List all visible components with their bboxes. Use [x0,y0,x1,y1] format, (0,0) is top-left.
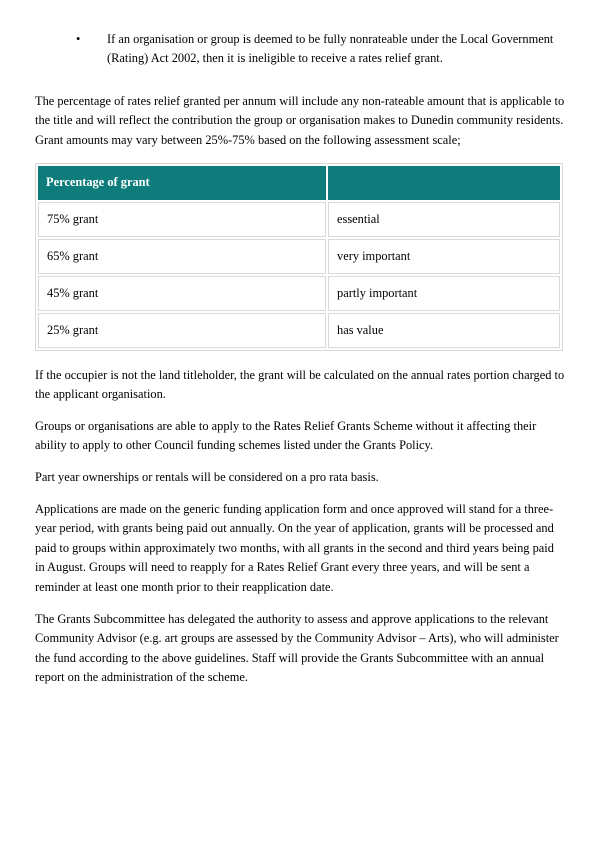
bullet-text: If an organisation or group is deemed to be fully nonrateable under the Local Government (Rating) Act 2002, then it is ineligible to receive a rates relief grant. [107,32,554,66]
grant-percent-cell: 75% grant [38,202,326,237]
grant-scale-table [35,163,563,351]
grant-percent-cell: 65% grant [38,239,326,274]
part-year-paragraph: Part year ownerships or rentals will be considered on a pro rata basis. [35,470,379,484]
header-blank [328,166,560,200]
occupier-paragraph: If the occupier is not the land titleholder, the grant will be calculated on the annual rates portion charged to the applicant organisation. [35,368,565,402]
bullet-item [76,30,556,69]
table-row [38,313,560,348]
bullet-marker: • [76,32,81,46]
grant-percent-cell: 45% grant [38,276,326,311]
grant-rating-cell: has value [328,313,560,348]
table-header-row [38,166,560,200]
table-row [38,202,560,237]
applications-paragraph: Applications are made on the generic funding application form and once approved will stand for a three-year period, with grants being paid out annually. On the year of application, grants will be processed and paid to groups within approximately two months, with all grants in the second and third years being paid in August. Groups will need to reapply for a Rates Relief Grant every three years, and will be sent a reminder at least one month prior to their reapplication date. [35,502,554,594]
grant-rating-cell: very important [328,239,560,274]
header-percentage: Percentage of grant [38,166,326,200]
table-row [38,239,560,274]
subcommittee-paragraph: The Grants Subcommittee has delegated the authority to assess and approve applications to the relevant Community Advisor (e.g. art groups are assessed by the Community Advisor – Arts), who will administer the fund according to the above guidelines. Staff will provide the Grants Subcommittee with an annual report on the administration of the scheme. [35,612,559,685]
intro-paragraph: The percentage of rates relief granted per annum will include any non-rateable amount that is applicable to the title and will reflect the contribution the group or organisation makes to Dunedin community residents. Grant amounts may vary between 25%-75% based on the following assessment scale; [35,94,565,147]
grant-rating-cell: partly important [328,276,560,311]
grant-rating-cell: essential [328,202,560,237]
groups-paragraph: Groups or organisations are able to apply to the Rates Relief Grants Scheme without it affecting their ability to apply to other Council funding schemes listed under the Grants Policy. [35,419,537,453]
table-row [38,276,560,311]
grant-percent-cell: 25% grant [38,313,326,348]
